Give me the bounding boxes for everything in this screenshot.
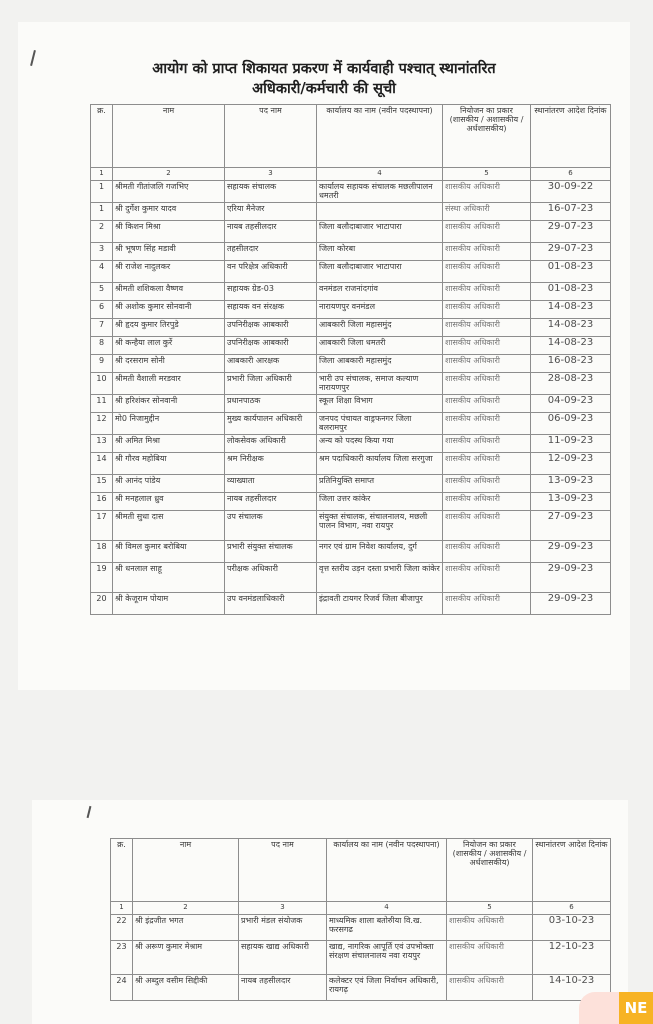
- row-post: आबकारी आरक्षक: [225, 355, 317, 373]
- table-row: [91, 541, 611, 563]
- row-office: संयुक्त संचालक, संचालनालय, मछली पालन विभाग, नवा रायपुर: [317, 511, 443, 541]
- row-post: मुख्य कार्यपालन अधिकारी: [225, 413, 317, 435]
- column-number: 6: [531, 168, 611, 181]
- row-employment-type: शासकीय अधिकारी: [443, 413, 531, 435]
- row-sno: 6: [91, 301, 113, 319]
- row-office: जिला आबकारी महासमुंद: [317, 355, 443, 373]
- column-number: 1: [111, 902, 133, 915]
- row-post: प्रभारी जिला अधिकारी: [225, 373, 317, 395]
- row-sno: 14: [91, 453, 113, 475]
- row-post: एरिया मैनेजर: [225, 203, 317, 221]
- row-order-date: 12-10-23: [533, 941, 611, 975]
- row-sno: 22: [111, 915, 133, 941]
- row-employment-type: शासकीय अधिकारी: [443, 355, 531, 373]
- row-name: श्री अमित मिश्रा: [113, 435, 225, 453]
- row-employment-type: शासकीय अधिकारी: [447, 941, 533, 975]
- table-row: [91, 243, 611, 261]
- row-name: श्रीमती गीतांजलि गजभिए: [113, 181, 225, 203]
- row-post: सहायक ग्रेड-03: [225, 283, 317, 301]
- row-employment-type: शासकीय अधिकारी: [443, 493, 531, 511]
- row-order-date: 27-09-23: [531, 511, 611, 541]
- row-office: आबकारी जिला धमतरी: [317, 337, 443, 355]
- row-office: वनमंडल राजनांदगांव: [317, 283, 443, 301]
- row-office: भारी उप संचालक, समाज कल्याण नारायणपुर: [317, 373, 443, 395]
- row-office: इंद्रावती टायगर रिजर्व जिला बीजापुर: [317, 593, 443, 615]
- row-post: उपनिरीक्षक आबकारी: [225, 319, 317, 337]
- row-office: प्रतिनियुक्ति समाप्त: [317, 475, 443, 493]
- column-number: 3: [239, 902, 327, 915]
- row-name: श्रीमती सुधा दास: [113, 511, 225, 541]
- row-employment-type: शासकीय अधिकारी: [443, 243, 531, 261]
- row-office: जिला कोरबा: [317, 243, 443, 261]
- table-row: [91, 337, 611, 355]
- table-row: [91, 203, 611, 221]
- row-name: श्री अरूण कुमार मेश्राम: [133, 941, 239, 975]
- table-row: [91, 413, 611, 435]
- header-employment-type: नियोजन का प्रकार (शासकीय / अशासकीय / अर्धशासकीय): [447, 839, 533, 902]
- row-sno: 23: [111, 941, 133, 975]
- row-post: सहायक वन संरक्षक: [225, 301, 317, 319]
- row-sno: 12: [91, 413, 113, 435]
- header-office: कार्यालय का नाम (नवीन पदस्थापना): [327, 839, 447, 902]
- row-name: श्री राजेश नादुलकर: [113, 261, 225, 283]
- row-post: प्रधानपाठक: [225, 395, 317, 413]
- row-office: नगर एवं ग्राम निवेश कार्यालय, दुर्ग: [317, 541, 443, 563]
- table-row: [91, 261, 611, 283]
- row-order-date: 29-09-23: [531, 563, 611, 593]
- row-order-date: 13-09-23: [531, 475, 611, 493]
- row-post: उपनिरीक्षक आबकारी: [225, 337, 317, 355]
- row-sno: 15: [91, 475, 113, 493]
- document-title-line-1: आयोग को प्राप्त शिकायत प्रकरण में कार्यवाही पश्चात् स्थानांतरित: [152, 60, 496, 77]
- row-employment-type: शासकीय अधिकारी: [443, 301, 531, 319]
- document-title-line-2: अधिकारी/कर्मचारी की सूची: [252, 80, 396, 97]
- table-row: [91, 435, 611, 453]
- row-employment-type: शासकीय अधिकारी: [443, 221, 531, 243]
- row-post: नायब तहसीलदार: [239, 975, 327, 1001]
- row-name: श्रीमती शशिकला वैष्णव: [113, 283, 225, 301]
- row-office: जिला बलौदाबाजार भाटापारा: [317, 221, 443, 243]
- column-number: 6: [533, 902, 611, 915]
- row-employment-type: शासकीय अधिकारी: [443, 541, 531, 563]
- row-sno: 11: [91, 395, 113, 413]
- row-order-date: 01-08-23: [531, 283, 611, 301]
- row-order-date: 01-08-23: [531, 261, 611, 283]
- row-order-date: 30-09-22: [531, 181, 611, 203]
- table-row: [91, 395, 611, 413]
- row-post: नायब तहसीलदार: [225, 221, 317, 243]
- document-page-1: [18, 22, 630, 690]
- header-office: कार्यालय का नाम (नवीन पदस्थापना): [317, 105, 443, 168]
- row-name: श्री अशोक कुमार सोनवानी: [113, 301, 225, 319]
- row-office: जिला बलौदाबाजार भाटापारा: [317, 261, 443, 283]
- table-row: [91, 301, 611, 319]
- row-sno: 9: [91, 355, 113, 373]
- row-employment-type: संस्था अधिकारी: [443, 203, 531, 221]
- row-employment-type: शासकीय अधिकारी: [443, 593, 531, 615]
- column-number-row: [111, 902, 611, 915]
- table-row: [111, 975, 611, 1001]
- column-number: 5: [447, 902, 533, 915]
- header-post: पद नाम: [239, 839, 327, 902]
- column-number: 4: [317, 168, 443, 181]
- row-sno: 7: [91, 319, 113, 337]
- row-employment-type: शासकीय अधिकारी: [443, 319, 531, 337]
- transfer-list-table-page-1: [90, 104, 611, 615]
- row-office: [317, 203, 443, 221]
- row-order-date: 13-09-23: [531, 493, 611, 511]
- column-number-row: [91, 168, 611, 181]
- table-row: [91, 511, 611, 541]
- row-name: श्री किशन मिश्रा: [113, 221, 225, 243]
- row-employment-type: शासकीय अधिकारी: [443, 181, 531, 203]
- column-number: 2: [113, 168, 225, 181]
- table-row: [111, 915, 611, 941]
- table-row: [91, 373, 611, 395]
- row-employment-type: शासकीय अधिकारी: [443, 511, 531, 541]
- row-office: आबकारी जिला महासमुंद: [317, 319, 443, 337]
- row-post: सहायक संचालक: [225, 181, 317, 203]
- row-employment-type: शासकीय अधिकारी: [443, 475, 531, 493]
- table-row: [91, 355, 611, 373]
- ne-badge[interactable]: NE: [619, 992, 653, 1024]
- row-name: श्री इंद्रजीत भगत: [133, 915, 239, 941]
- row-order-date: 06-09-23: [531, 413, 611, 435]
- table-row: [91, 319, 611, 337]
- row-order-date: 29-09-23: [531, 593, 611, 615]
- row-order-date: 14-08-23: [531, 337, 611, 355]
- row-name: श्री धनलाल साहू: [113, 563, 225, 593]
- row-name: श्री हृदय कुमार तिरपुडे: [113, 319, 225, 337]
- row-post: प्रभारी संयुक्त संचालक: [225, 541, 317, 563]
- header-name: नाम: [133, 839, 239, 902]
- header-employment-type: नियोजन का प्रकार (शासकीय / अशासकीय / अर्धशासकीय): [443, 105, 531, 168]
- row-sno: 13: [91, 435, 113, 453]
- table-row: [91, 563, 611, 593]
- row-office: कार्यालय सहायक संचालक मछलीपालन धमतरी: [317, 181, 443, 203]
- row-order-date: 14-10-23: [533, 975, 611, 1001]
- row-post: लोकसेवक अधिकारी: [225, 435, 317, 453]
- header-order-date: स्थानांतरण आदेश दिनांक: [531, 105, 611, 168]
- row-office: अन्य को पदस्थ किया गया: [317, 435, 443, 453]
- table-row: [91, 453, 611, 475]
- row-name: श्रीमती वैशाली मरडवार: [113, 373, 225, 395]
- column-number: 1: [91, 168, 113, 181]
- column-number: 4: [327, 902, 447, 915]
- row-sno: 2: [91, 221, 113, 243]
- row-name: श्री आनंद पांडेय: [113, 475, 225, 493]
- row-employment-type: शासकीय अधिकारी: [447, 915, 533, 941]
- table-row: [91, 475, 611, 493]
- row-sno: 18: [91, 541, 113, 563]
- header-post: पद नाम: [225, 105, 317, 168]
- row-name: श्री भूषण सिंह मडावी: [113, 243, 225, 261]
- row-employment-type: शासकीय अधिकारी: [443, 337, 531, 355]
- row-sno: 5: [91, 283, 113, 301]
- row-post: व्याख्याता: [225, 475, 317, 493]
- row-order-date: 03-10-23: [533, 915, 611, 941]
- row-employment-type: शासकीय अधिकारी: [443, 435, 531, 453]
- row-sno: 1: [91, 181, 113, 203]
- row-sno: 24: [111, 975, 133, 1001]
- corner-decoration: [579, 992, 619, 1024]
- row-name: श्री कन्हैया लाल कुर्रे: [113, 337, 225, 355]
- row-employment-type: शासकीय अधिकारी: [443, 283, 531, 301]
- column-number: 2: [133, 902, 239, 915]
- row-office: खाद्य, नागरिक आपूर्ति एवं उपभोक्ता संरक्षण संचालनालय नवा रायपुर: [327, 941, 447, 975]
- row-office: जिला उत्तर कांकेर: [317, 493, 443, 511]
- row-order-date: 16-07-23: [531, 203, 611, 221]
- row-sno: 19: [91, 563, 113, 593]
- header-order-date: स्थानांतरण आदेश दिनांक: [533, 839, 611, 902]
- row-order-date: 29-09-23: [531, 541, 611, 563]
- row-name: मो0 निजामुद्दीन: [113, 413, 225, 435]
- row-office: वृत्त स्तरीय उड़न दस्ता प्रभारी जिला कांकेर: [317, 563, 443, 593]
- row-employment-type: शासकीय अधिकारी: [443, 395, 531, 413]
- row-sno: 16: [91, 493, 113, 511]
- row-name: श्री अब्दुल वसीम सिद्दीकी: [133, 975, 239, 1001]
- header-sno: क्र.: [91, 105, 113, 168]
- row-post: उप वनमंडलाधिकारी: [225, 593, 317, 615]
- row-order-date: 14-08-23: [531, 301, 611, 319]
- row-employment-type: शासकीय अधिकारी: [443, 373, 531, 395]
- row-sno: 8: [91, 337, 113, 355]
- document-page-2: [32, 800, 628, 1024]
- row-employment-type: शासकीय अधिकारी: [443, 453, 531, 475]
- row-office: कलेक्टर एवं जिला निर्वाचन अधिकारी, रायगढ़: [327, 975, 447, 1001]
- row-employment-type: शासकीय अधिकारी: [443, 563, 531, 593]
- row-post: उप संचालक: [225, 511, 317, 541]
- table-header-row: [111, 839, 611, 902]
- row-post: तहसीलदार: [225, 243, 317, 261]
- table-row: [111, 941, 611, 975]
- transfer-list-table-page-2: [110, 838, 611, 1001]
- row-order-date: 04-09-23: [531, 395, 611, 413]
- row-order-date: 11-09-23: [531, 435, 611, 453]
- row-order-date: 14-08-23: [531, 319, 611, 337]
- table-row: [91, 181, 611, 203]
- row-office: नारायणपुर वनमंडल: [317, 301, 443, 319]
- row-employment-type: शासकीय अधिकारी: [447, 975, 533, 1001]
- row-name: श्री दुर्गेश कुमार यादव: [113, 203, 225, 221]
- row-post: वन परिक्षेत्र अधिकारी: [225, 261, 317, 283]
- row-post: श्रम निरीक्षक: [225, 453, 317, 475]
- table-row: [91, 221, 611, 243]
- row-sno: 17: [91, 511, 113, 541]
- row-order-date: 28-08-23: [531, 373, 611, 395]
- table-row: [91, 493, 611, 511]
- column-number: 3: [225, 168, 317, 181]
- header-sno: क्र.: [111, 839, 133, 902]
- row-order-date: 29-07-23: [531, 221, 611, 243]
- row-order-date: 29-07-23: [531, 243, 611, 261]
- row-order-date: 16-08-23: [531, 355, 611, 373]
- row-post: सहायक खाद्य अधिकारी: [239, 941, 327, 975]
- row-post: प्रभारी मंडल संयोजक: [239, 915, 327, 941]
- row-sno: 10: [91, 373, 113, 395]
- header-name: नाम: [113, 105, 225, 168]
- row-office: माध्यमिक शाला बतोरुीया वि.ख. फरसगढ: [327, 915, 447, 941]
- row-name: श्री केजूराम पोयाम: [113, 593, 225, 615]
- row-office: श्रम पदाधिकारी कार्यालय जिला सरगुजा: [317, 453, 443, 475]
- row-post: परीक्षक अधिकारी: [225, 563, 317, 593]
- margin-mark: [87, 806, 92, 818]
- row-name: श्री गौरव महोबिया: [113, 453, 225, 475]
- row-name: श्री मनहलाल ध्रुव: [113, 493, 225, 511]
- row-sno: 3: [91, 243, 113, 261]
- row-office: जनपद पंचायत वाड्रफनगर जिला बलरामपुर: [317, 413, 443, 435]
- row-sno: 20: [91, 593, 113, 615]
- row-name: श्री विमल कुमार बरोबिया: [113, 541, 225, 563]
- row-sno: 1: [91, 203, 113, 221]
- row-post: नायब तहसीलदार: [225, 493, 317, 511]
- table-row: [91, 593, 611, 615]
- row-employment-type: शासकीय अधिकारी: [443, 261, 531, 283]
- row-sno: 4: [91, 261, 113, 283]
- row-name: श्री दरसराम सोनी: [113, 355, 225, 373]
- table-header-row: [91, 105, 611, 168]
- row-order-date: 12-09-23: [531, 453, 611, 475]
- table-row: [91, 283, 611, 301]
- row-name: श्री हरिशंकर सोनवानी: [113, 395, 225, 413]
- column-number: 5: [443, 168, 531, 181]
- row-office: स्कूल शिक्षा विभाग: [317, 395, 443, 413]
